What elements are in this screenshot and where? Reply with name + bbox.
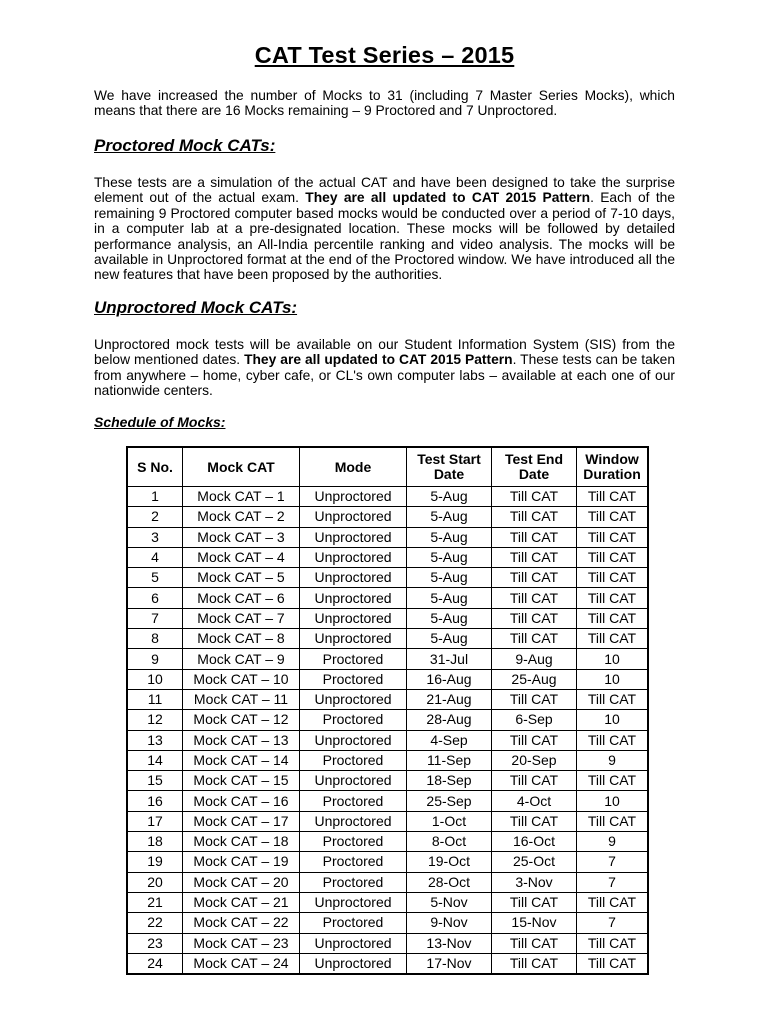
cell-window-duration: Till CAT <box>577 771 649 791</box>
cell-mode: Unproctored <box>300 689 407 709</box>
cell-start-date: 18-Sep <box>407 771 492 791</box>
unproctored-paragraph: Unproctored mock tests will be available on our Student Information System (SIS) from the below mentioned dates. They are all updated to CAT 2015 Pattern. These tests can be taken from anywhere – home, cyber cafe, or CL's own computer labs – available at each one of our nationwide centers. <box>94 337 675 399</box>
schedule-table <box>126 446 649 975</box>
cell-end-date: Till CAT <box>492 588 577 608</box>
cell-window-duration: Till CAT <box>577 953 649 974</box>
cell-end-date: Till CAT <box>492 953 577 974</box>
cell-start-date: 19-Oct <box>407 852 492 872</box>
cell-s-no: 6 <box>127 588 183 608</box>
cell-s-no: 16 <box>127 791 183 811</box>
cell-mock-cat: Mock CAT – 18 <box>183 832 300 852</box>
table-row <box>127 487 648 507</box>
cell-mock-cat: Mock CAT – 17 <box>183 811 300 831</box>
cell-mock-cat: Mock CAT – 22 <box>183 913 300 933</box>
cell-end-date: Till CAT <box>492 730 577 750</box>
unproctored-heading: Unproctored Mock CATs: <box>94 298 298 317</box>
cell-s-no: 19 <box>127 852 183 872</box>
cell-start-date: 5-Aug <box>407 629 492 649</box>
table-row <box>127 953 648 974</box>
cell-end-date: Till CAT <box>492 892 577 912</box>
cell-s-no: 18 <box>127 832 183 852</box>
cell-start-date: 16-Aug <box>407 669 492 689</box>
cell-end-date: Till CAT <box>492 811 577 831</box>
cell-window-duration: 9 <box>577 832 649 852</box>
cell-mock-cat: Mock CAT – 23 <box>183 933 300 953</box>
cell-mode: Proctored <box>300 852 407 872</box>
cell-window-duration: 10 <box>577 710 649 730</box>
pattern-note: They are all updated to CAT 2015 Pattern <box>244 352 513 368</box>
cell-mode: Unproctored <box>300 933 407 953</box>
cell-s-no: 10 <box>127 669 183 689</box>
cell-mock-cat: Mock CAT – 20 <box>183 872 300 892</box>
cell-window-duration: 10 <box>577 791 649 811</box>
cell-mode: Unproctored <box>300 487 407 507</box>
cell-s-no: 8 <box>127 629 183 649</box>
cell-end-date: 9-Aug <box>492 649 577 669</box>
cell-start-date: 13-Nov <box>407 933 492 953</box>
cell-mock-cat: Mock CAT – 4 <box>183 547 300 567</box>
schedule-body <box>127 487 648 975</box>
cell-start-date: 1-Oct <box>407 811 492 831</box>
cell-window-duration: Till CAT <box>577 608 649 628</box>
table-row <box>127 852 648 872</box>
cell-s-no: 22 <box>127 913 183 933</box>
cell-mock-cat: Mock CAT – 1 <box>183 487 300 507</box>
cell-start-date: 5-Aug <box>407 527 492 547</box>
table-row <box>127 588 648 608</box>
cell-window-duration: Till CAT <box>577 507 649 527</box>
cell-window-duration: Till CAT <box>577 547 649 567</box>
cell-end-date: Till CAT <box>492 629 577 649</box>
cell-window-duration: Till CAT <box>577 527 649 547</box>
cell-mock-cat: Mock CAT – 12 <box>183 710 300 730</box>
cell-mock-cat: Mock CAT – 24 <box>183 953 300 974</box>
cell-s-no: 21 <box>127 892 183 912</box>
cell-mode: Proctored <box>300 913 407 933</box>
cell-end-date: 4-Oct <box>492 791 577 811</box>
cell-start-date: 5-Nov <box>407 892 492 912</box>
cell-start-date: 5-Aug <box>407 568 492 588</box>
table-row <box>127 730 648 750</box>
header-mode: Mode <box>300 447 407 487</box>
cell-mode: Proctored <box>300 710 407 730</box>
cell-s-no: 12 <box>127 710 183 730</box>
cell-start-date: 4-Sep <box>407 730 492 750</box>
cell-s-no: 11 <box>127 689 183 709</box>
table-row <box>127 832 648 852</box>
intro-paragraph: We have increased the number of Mocks to 31 (including 7 Master Series Mocks), which means that there are 16 Mocks remaining – 9 Proctored and 7 Unproctored. <box>94 88 675 119</box>
table-row <box>127 811 648 831</box>
cell-end-date: Till CAT <box>492 771 577 791</box>
cell-s-no: 15 <box>127 771 183 791</box>
cell-end-date: 20-Sep <box>492 750 577 770</box>
schedule-heading: Schedule of Mocks: <box>94 414 226 430</box>
cell-s-no: 3 <box>127 527 183 547</box>
cell-mock-cat: Mock CAT – 13 <box>183 730 300 750</box>
table-row <box>127 568 648 588</box>
cell-window-duration: Till CAT <box>577 487 649 507</box>
cell-mock-cat: Mock CAT – 5 <box>183 568 300 588</box>
header-test-end-date: Test End Date <box>492 447 577 487</box>
cell-mode: Unproctored <box>300 527 407 547</box>
table-row <box>127 689 648 709</box>
cell-s-no: 13 <box>127 730 183 750</box>
cell-mode: Unproctored <box>300 892 407 912</box>
table-row <box>127 649 648 669</box>
cell-s-no: 5 <box>127 568 183 588</box>
cell-mock-cat: Mock CAT – 16 <box>183 791 300 811</box>
cell-mode: Proctored <box>300 750 407 770</box>
cell-s-no: 23 <box>127 933 183 953</box>
cell-end-date: 16-Oct <box>492 832 577 852</box>
table-row <box>127 608 648 628</box>
table-row <box>127 892 648 912</box>
cell-window-duration: 10 <box>577 669 649 689</box>
table-row <box>127 913 648 933</box>
cell-end-date: 6-Sep <box>492 710 577 730</box>
cell-window-duration: Till CAT <box>577 689 649 709</box>
cell-window-duration: Till CAT <box>577 933 649 953</box>
table-row <box>127 547 648 567</box>
cell-mode: Unproctored <box>300 629 407 649</box>
pattern-note: They are all updated to CAT 2015 Pattern <box>305 190 591 206</box>
cell-end-date: Till CAT <box>492 507 577 527</box>
table-row <box>127 791 648 811</box>
proctored-paragraph: These tests are a simulation of the actual CAT and have been designed to take the surprise element out of the actual exam. They are all updated to CAT 2015 Pattern. Each of the remaining 9 Proctored computer based mocks would be conducted over a period of 7-10 days, in a computer lab at a pre-designated location. These mocks will be followed by detailed performance analysis, an All-India percentile ranking and video analysis. The mocks will be available in Unproctored format at the end of the Proctored window. We have introduced all the new features that have been proposed by the authorities. <box>94 175 676 283</box>
header-s-no: S No. <box>127 447 183 487</box>
cell-s-no: 24 <box>127 953 183 974</box>
table-row <box>127 771 648 791</box>
cell-end-date: Till CAT <box>492 568 577 588</box>
cell-s-no: 4 <box>127 547 183 567</box>
cell-end-date: Till CAT <box>492 608 577 628</box>
cell-end-date: Till CAT <box>492 527 577 547</box>
cell-start-date: 25-Sep <box>407 791 492 811</box>
cell-mock-cat: Mock CAT – 2 <box>183 507 300 527</box>
cell-mode: Unproctored <box>300 953 407 974</box>
cell-s-no: 17 <box>127 811 183 831</box>
cell-mock-cat: Mock CAT – 7 <box>183 608 300 628</box>
cell-mode: Proctored <box>300 832 407 852</box>
cell-s-no: 20 <box>127 872 183 892</box>
cell-mock-cat: Mock CAT – 14 <box>183 750 300 770</box>
cell-mode: Proctored <box>300 791 407 811</box>
cell-start-date: 5-Aug <box>407 588 492 608</box>
cell-s-no: 14 <box>127 750 183 770</box>
cell-window-duration: 10 <box>577 649 649 669</box>
table-header-row <box>127 447 648 487</box>
cell-s-no: 2 <box>127 507 183 527</box>
cell-mode: Unproctored <box>300 811 407 831</box>
cell-window-duration: 7 <box>577 852 649 872</box>
cell-end-date: Till CAT <box>492 547 577 567</box>
cell-mode: Unproctored <box>300 568 407 588</box>
header-test-start-date: Test Start Date <box>407 447 492 487</box>
cell-mode: Proctored <box>300 649 407 669</box>
cell-window-duration: Till CAT <box>577 588 649 608</box>
table-row <box>127 629 648 649</box>
cell-end-date: Till CAT <box>492 689 577 709</box>
cell-start-date: 5-Aug <box>407 608 492 628</box>
cell-mode: Proctored <box>300 669 407 689</box>
cell-s-no: 1 <box>127 487 183 507</box>
cell-start-date: 21-Aug <box>407 689 492 709</box>
cell-mode: Unproctored <box>300 730 407 750</box>
cell-start-date: 8-Oct <box>407 832 492 852</box>
cell-start-date: 28-Aug <box>407 710 492 730</box>
cell-start-date: 5-Aug <box>407 487 492 507</box>
cell-mock-cat: Mock CAT – 19 <box>183 852 300 872</box>
cell-end-date: 15-Nov <box>492 913 577 933</box>
proctored-heading: Proctored Mock CATs: <box>94 136 276 155</box>
cell-window-duration: Till CAT <box>577 730 649 750</box>
cell-start-date: 11-Sep <box>407 750 492 770</box>
table-row <box>127 933 648 953</box>
cell-mode: Unproctored <box>300 608 407 628</box>
cell-window-duration: Till CAT <box>577 568 649 588</box>
cell-mock-cat: Mock CAT – 8 <box>183 629 300 649</box>
cell-mode: Unproctored <box>300 507 407 527</box>
cell-s-no: 9 <box>127 649 183 669</box>
cell-window-duration: 7 <box>577 913 649 933</box>
page-title: CAT Test Series – 2015 <box>254 42 515 68</box>
cell-window-duration: Till CAT <box>577 811 649 831</box>
table-row <box>127 710 648 730</box>
cell-window-duration: Till CAT <box>577 629 649 649</box>
cell-mode: Unproctored <box>300 588 407 608</box>
cell-s-no: 7 <box>127 608 183 628</box>
cell-start-date: 17-Nov <box>407 953 492 974</box>
table-row <box>127 507 648 527</box>
cell-mock-cat: Mock CAT – 9 <box>183 649 300 669</box>
header-window-duration: Window Duration <box>577 447 649 487</box>
cell-mock-cat: Mock CAT – 6 <box>183 588 300 608</box>
cell-mode: Unproctored <box>300 771 407 791</box>
cell-window-duration: 9 <box>577 750 649 770</box>
cell-mode: Unproctored <box>300 547 407 567</box>
table-row <box>127 527 648 547</box>
cell-end-date: Till CAT <box>492 487 577 507</box>
cell-end-date: 25-Oct <box>492 852 577 872</box>
cell-start-date: 9-Nov <box>407 913 492 933</box>
cell-mode: Proctored <box>300 872 407 892</box>
cell-mock-cat: Mock CAT – 21 <box>183 892 300 912</box>
cell-end-date: 3-Nov <box>492 872 577 892</box>
cell-end-date: 25-Aug <box>492 669 577 689</box>
cell-start-date: 31-Jul <box>407 649 492 669</box>
cell-end-date: Till CAT <box>492 933 577 953</box>
header-mock-cat: Mock CAT <box>183 447 300 487</box>
cell-start-date: 28-Oct <box>407 872 492 892</box>
cell-start-date: 5-Aug <box>407 507 492 527</box>
table-row <box>127 872 648 892</box>
table-row <box>127 750 648 770</box>
table-row <box>127 669 648 689</box>
cell-window-duration: 7 <box>577 872 649 892</box>
cell-start-date: 5-Aug <box>407 547 492 567</box>
cell-mock-cat: Mock CAT – 15 <box>183 771 300 791</box>
cell-mock-cat: Mock CAT – 3 <box>183 527 300 547</box>
cell-window-duration: Till CAT <box>577 892 649 912</box>
cell-mock-cat: Mock CAT – 11 <box>183 689 300 709</box>
cell-mock-cat: Mock CAT – 10 <box>183 669 300 689</box>
